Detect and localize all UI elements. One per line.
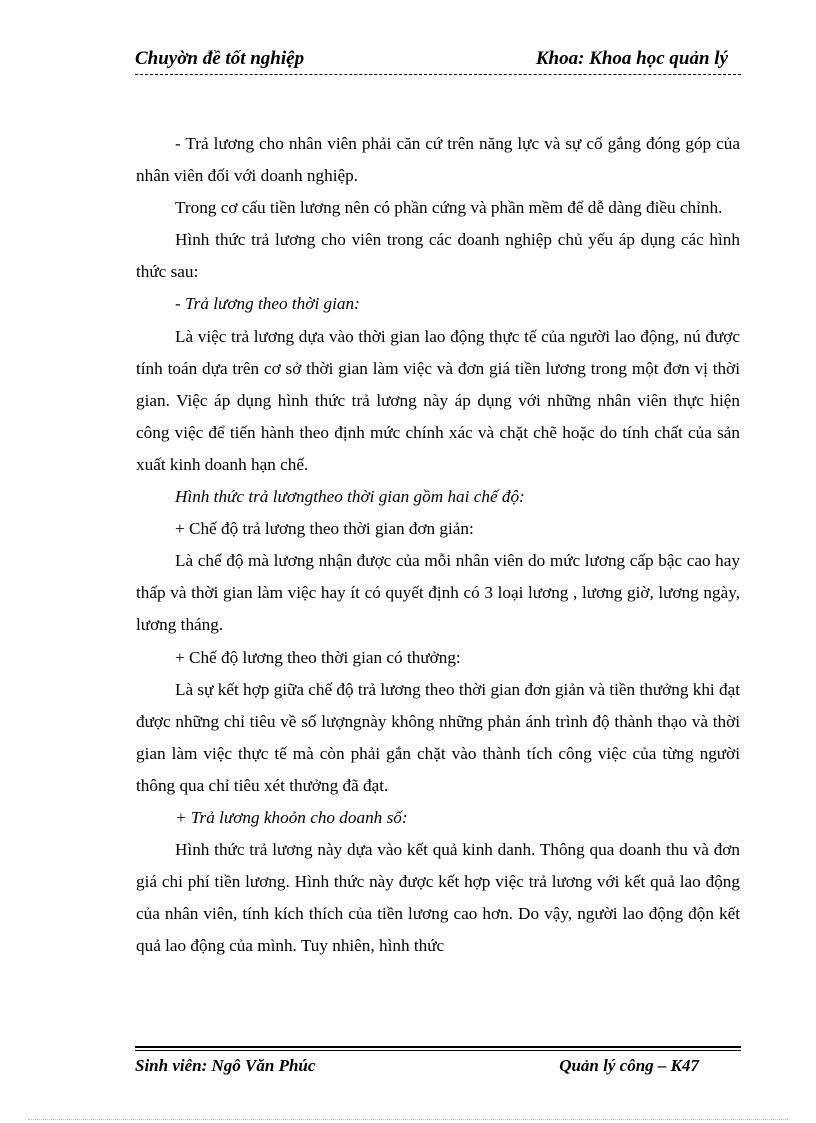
footer-divider-thin: [135, 1050, 741, 1051]
footer-divider: [135, 1046, 741, 1048]
list-item: + Chế độ lương theo thời gian có thưởng:: [175, 647, 461, 667]
paragraph: - Trả lương cho nhân viên phải căn cứ trên năng lực và sự cố gắng đóng góp của nhân viên đối với doanh nghiệp.: [136, 134, 740, 186]
subheading: - Trả lương theo thời gian:: [175, 294, 360, 314]
paragraph: Là việc trả lương dựa vào thời gian lao động thực tế của người lao động, nú được tính toán dựa trên cơ sở thời gian làm việc và đơn giá tiền lương trong một đơn vị thời gian. Việc áp dụng hình thức trả lương này áp dụng với những nhân viên thực hiện công việc để tiến hành theo định mức chính xác và chặt chẽ hoặc do tính chất của sản xuất kinh doanh hạn chế.: [136, 326, 740, 474]
paragraph: Trong cơ cấu tiền lương nên có phần cứng và phần mềm để dễ dàng điều chỉnh.: [175, 198, 723, 218]
paragraph: Hình thức trả lương cho viên trong các doanh nghiệp chủ yếu áp dụng các hình thức sau:: [136, 230, 740, 282]
list-item: + Chế độ trả lương theo thời gian đơn giản:: [175, 519, 474, 539]
header-department: Khoa: Khoa học quản lý: [535, 48, 728, 69]
header-title: Chuyờn đề tốt nghiệp: [135, 48, 305, 69]
paragraph: Hình thức trả lương này dựa vào kết quả kinh danh. Thông qua doanh thu và đơn giá chi phí tiền lương. Hình thức này được kết hợp việc trả lương với kết quả lao động của nhân viên, tính kích thích của tiền lương cao hơn. Do vậy, người lao động độn kết quả lao động của mình. Tuy nhiên, hình thức: [136, 840, 740, 956]
paragraph: Là sự kết hợp giữa chế độ trả lương theo thời gian đơn giản và tiền thưởng khi đạt được những chỉ tiêu về số lượngnày không những phản ánh trình độ thành thạo và thời gian làm việc thực tế mà còn phải gắn chặt vào thành tích công việc của từng người thông qua chỉ tiêu xét thưởng đã đạt.: [136, 679, 740, 795]
page-footer: [135, 1046, 741, 1086]
subheading: + Trả lương khoỏn cho doanh số:: [175, 807, 408, 827]
subheading: Hình thức trả lươngtheo thời gian gồm hai chế độ:: [175, 487, 525, 507]
footer-author: Sinh viên: Ngô Văn Phúc: [135, 1056, 316, 1075]
header-divider: [135, 74, 741, 75]
footer-class: Quản lý công – K47: [559, 1056, 699, 1075]
page-edge: [28, 1119, 788, 1120]
page-header: [135, 48, 741, 76]
document-body: [136, 128, 740, 962]
paragraph: Là chế độ mà lương nhận được của mỗi nhân viên do mức lương cấp bậc cao hay thấp và thời gian làm việc hay ít có quyết định có 3 loại lương , lương giờ, lương ngày, lương tháng.: [136, 551, 740, 635]
